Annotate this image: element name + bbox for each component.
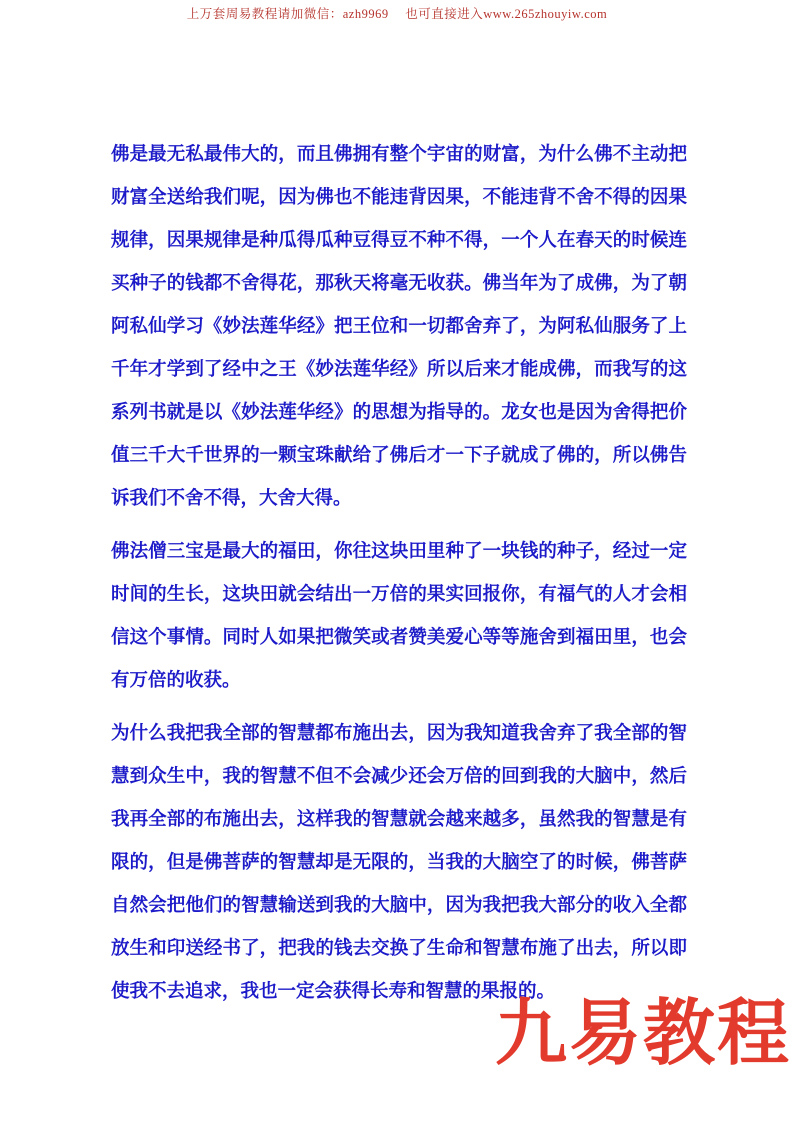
- paragraph: 佛是最无私最伟大的，而且佛拥有整个宇宙的财富，为什么佛不主动把财富全送给我们呢，因为佛也不能违背因果，不能违背不舍不得的因果规律，因果规律是种瓜得瓜种豆得豆不种不得，一个人在春天的时候连买种子的钱都不舍得花，那秋天将毫无收获。佛当年为了成佛，为了朝阿私仙学习《妙法莲华经》把王位和一切都舍弃了，为阿私仙服务了上千年才学到了经中之王《妙法莲华经》所以后来才能成佛，而我写的这系列书就是以《妙法莲华经》的思想为指导的。龙女也是因为舍得把价值三千大千世界的一颗宝珠献给了佛后才一下子就成了佛的，所以佛告诉我们不舍不得，大舍大得。: [111, 144, 687, 509]
- watermark-logo: 九易教程: [494, 991, 791, 1075]
- document-body: [111, 133, 687, 1023]
- paragraph: 为什么我把我全部的智慧都布施出去，因为我知道我舍弃了我全部的智慧到众生中，我的智慧不但不会减少还会万倍的回到我的大脑中，然后我再全部的布施出去，这样我的智慧就会越来越多，虽然我的智慧是有限的，但是佛菩萨的智慧却是无限的，当我的大脑空了的时候，佛菩萨自然会把他们的智慧输送到我的大脑中，因为我把我大部分的收入全都放生和印送经书了，把我的钱去交换了生命和智慧布施了出去，所以即使我不去追求，我也一定会获得长寿和智慧的果报的。: [111, 723, 687, 1002]
- header-promo-notice: 上万套周易教程请加微信：azh9969 也可直接进入www.265zhouyiw.com: [186, 7, 608, 21]
- paragraph: 佛法僧三宝是最大的福田，你往这块田里种了一块钱的种子，经过一定时间的生长，这块田就会结出一万倍的果实回报你，有福气的人才会相信这个事情。同时人如果把微笑或者赞美爱心等等施舍到福田里，也会有万倍的收获。: [111, 541, 687, 691]
